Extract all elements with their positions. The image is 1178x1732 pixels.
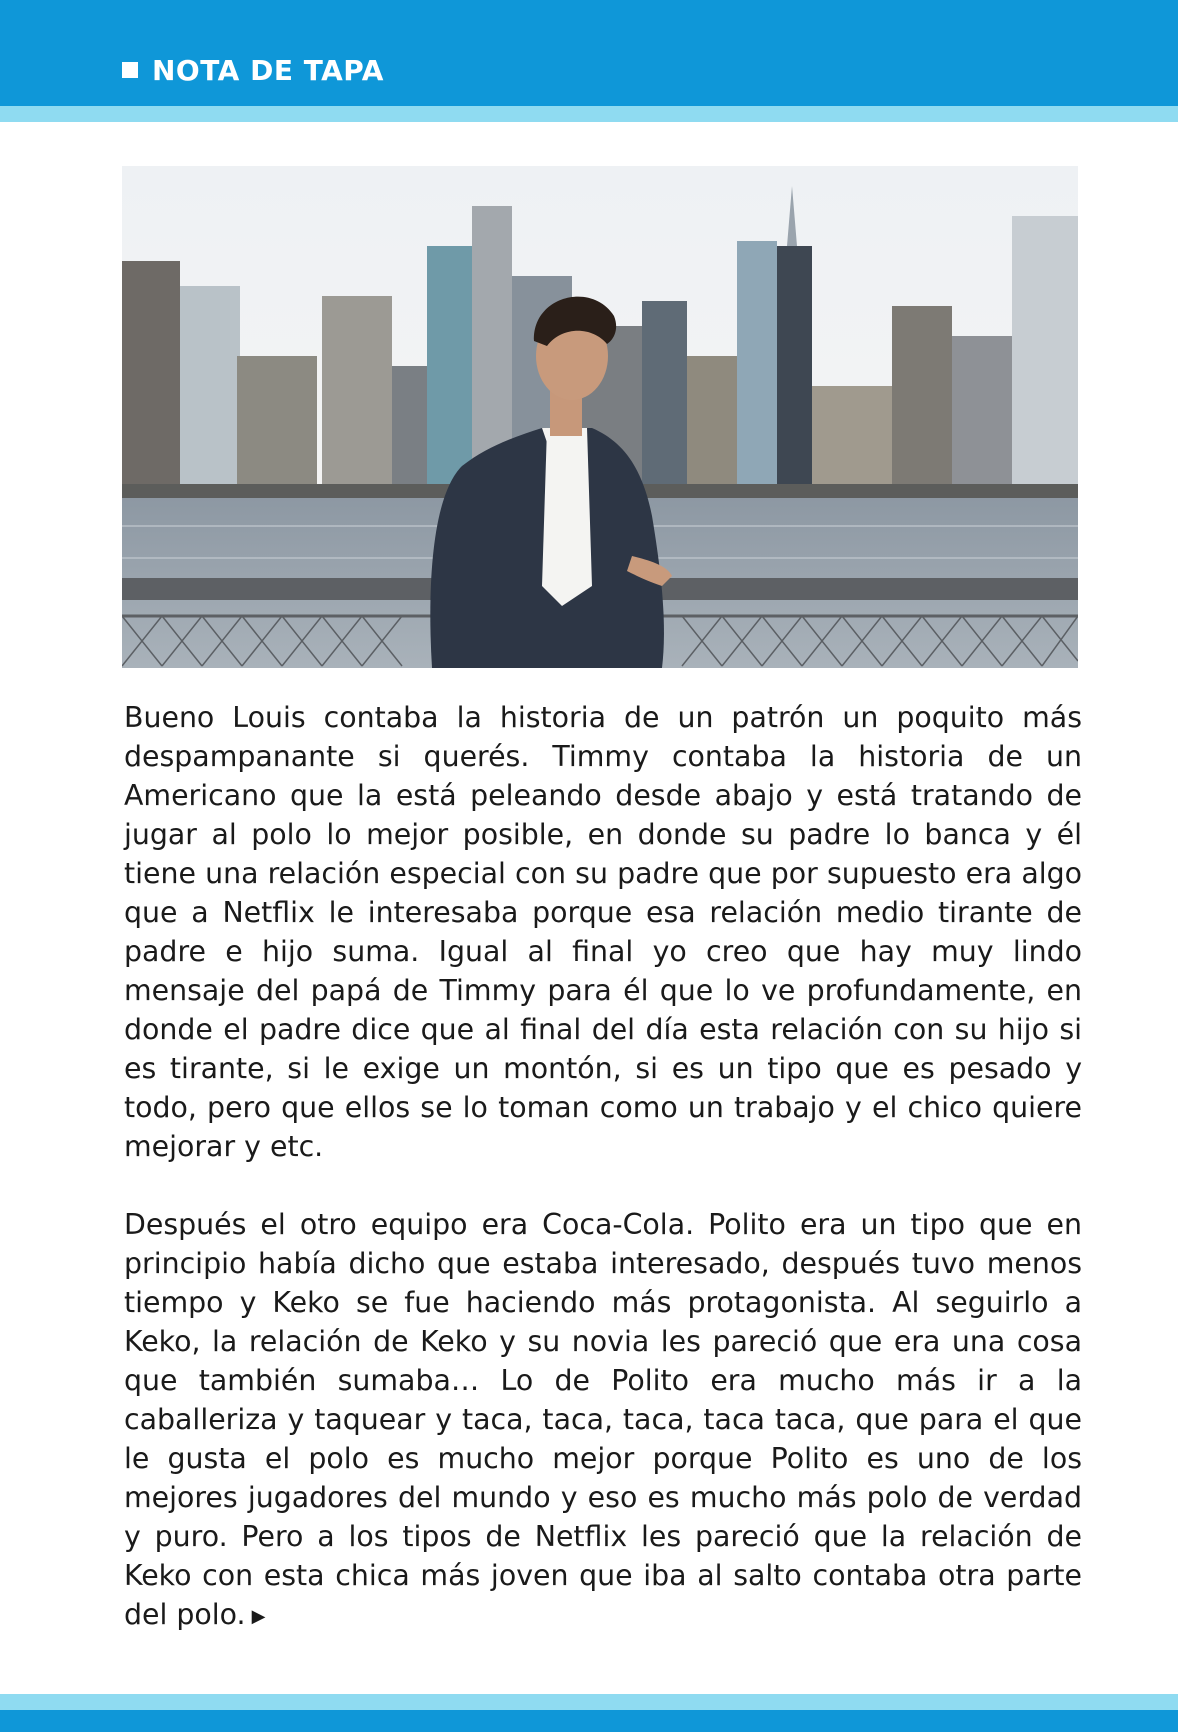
footer-bar [0,1710,1178,1732]
city-skyline-illustration [122,166,1078,668]
cover-photo [122,166,1078,668]
end-of-article-icon: ▶ [251,1605,266,1627]
article-body [124,698,1082,1636]
section-label-text: NOTA DE TAPA [152,53,384,87]
square-bullet-icon [122,62,138,78]
article-paragraph-text: Después el otro equipo era Coca-Cola. Polito era un tipo que en principio había dicho que estaba interesado, después tuvo menos tiempo y Keko se fue haciendo más protagonista. Al seguirlo a Keko, la relación de Keko y su novia les pareció que era una cosa que también sumaba… Lo de Polito era mucho más ir a la caballeriza y taquear y taca, taca, taca, taca taca, que para el que le gusta el polo es mucho mejor porque Polito es uno de los mejores jugadores del mundo y eso es mucho más polo de verdad y puro. Pero a los tipos de Netflix les pareció que la relación de Keko con esta chica más joven que iba al salto contaba otra parte del polo. [124,1208,1082,1631]
article-paragraph [124,1205,1082,1636]
footer-stripe [0,1694,1178,1710]
header-stripe [0,106,1178,122]
section-label [122,50,384,90]
article-paragraph: Bueno Louis contaba la historia de un patrón un poquito más despampanante si querés. Timmy contaba la historia de un Americano que la está peleando desde abajo y está tratando de jugar al polo lo mejor posible, en donde su padre lo banca y él tiene una relación especial con su padre que por supuesto era algo que a Netflix le interesaba porque esa relación medio tirante de padre e hijo suma. Igual al final yo creo que hay muy lindo mensaje del papá de Timmy para él que lo ve profundamente, en donde el padre dice que al final del día esta relación con su hijo si es tirante, si le exige un montón, si es un tipo que es pesado y todo, pero que ellos se lo toman como un trabajo y el chico quiere mejorar y etc. [124,701,1082,1163]
